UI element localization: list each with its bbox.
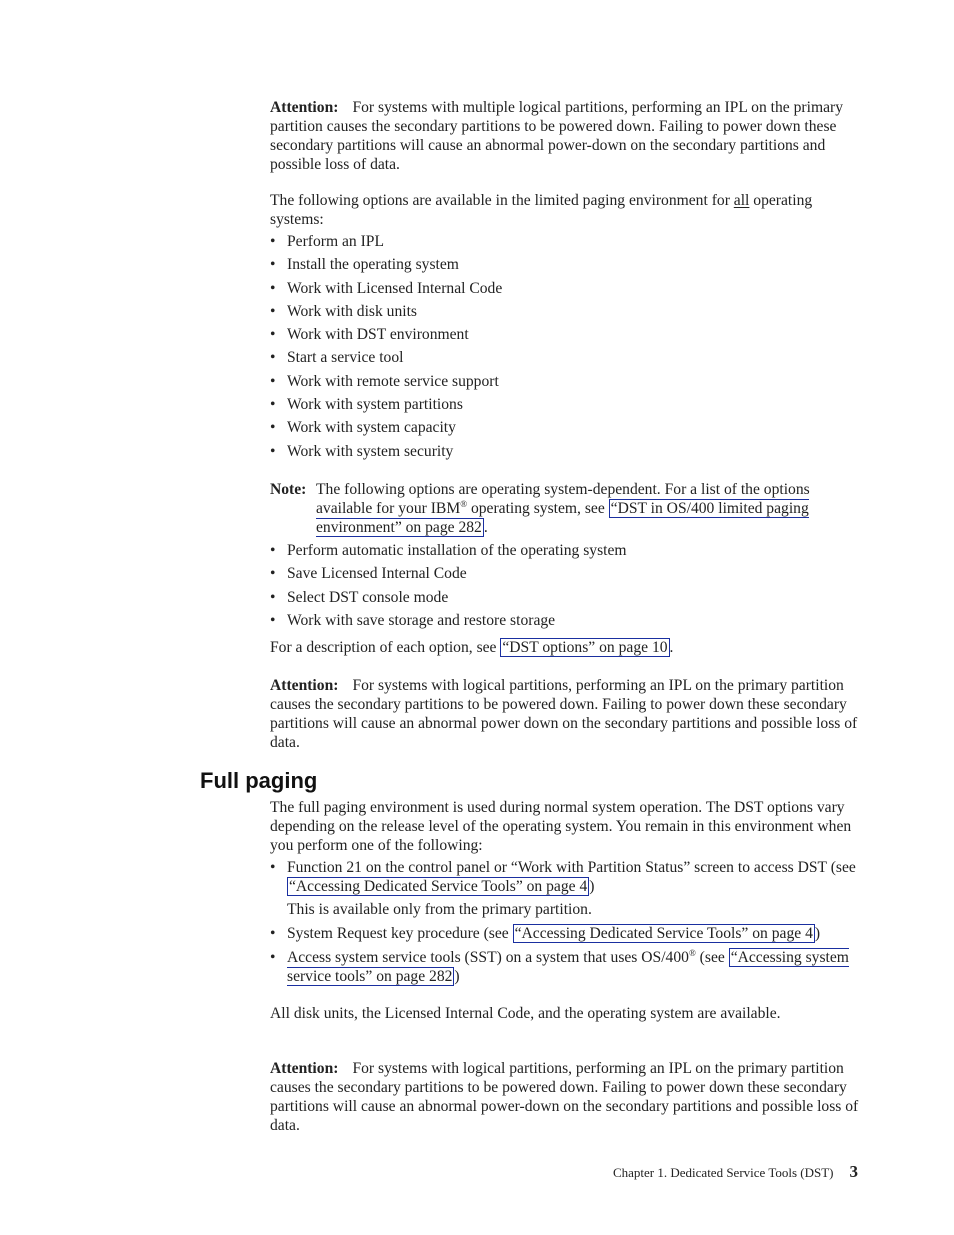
list-item: • Perform automatic installation of the operating system bbox=[270, 541, 860, 560]
chapter-title: Chapter 1. Dedicated Service Tools (DST) bbox=[612, 1165, 834, 1180]
accessing-dst-link[interactable]: “Accessing Dedicated Service Tools” on page 4 bbox=[289, 878, 588, 895]
note-label: Note: bbox=[270, 481, 307, 498]
full-paging-list bbox=[270, 858, 860, 986]
note-text-after: . bbox=[483, 519, 488, 536]
item-text: Access system service tools (SST) on a system that uses OS/400 bbox=[287, 949, 689, 966]
list-item: • Work with system capacity bbox=[270, 418, 860, 437]
accessing-sst-link[interactable]: “Accessing system service tools” on page 282 bbox=[287, 949, 849, 985]
list-item: • Work with Licensed Internal Code bbox=[270, 279, 860, 298]
dst-options-link[interactable]: “DST options” on page 10 bbox=[502, 638, 668, 656]
full-paging-heading: Full paging bbox=[200, 768, 318, 793]
accessing-dst-link-2[interactable]: “Accessing Dedicated Service Tools” on page 4 bbox=[514, 925, 813, 942]
limited-intro bbox=[270, 191, 860, 229]
attention-paragraph bbox=[270, 676, 860, 752]
item-text-mid: (see bbox=[695, 949, 729, 966]
registered-mark: ® bbox=[688, 948, 696, 958]
description-paragraph bbox=[270, 638, 860, 657]
note-block bbox=[270, 480, 860, 537]
note-text-mid: operating system, see bbox=[467, 500, 609, 517]
list-item: • Start a service tool bbox=[270, 348, 860, 367]
attention-text: For systems with logical partitions, performing an IPL on the primary partition causes the secondary partitions to be powered down. Failing to power down these secondary partitions will cause an abnormal power down on the secondary partitions and possible loss of data. bbox=[270, 677, 858, 751]
list-item: • Work with save storage and restore storage bbox=[270, 611, 860, 630]
list-item: • Select DST console mode bbox=[270, 588, 860, 607]
attention-multiple-partitions bbox=[270, 98, 860, 174]
page-number: 3 bbox=[849, 1162, 858, 1181]
list-item: • Work with disk units bbox=[270, 302, 860, 321]
list-item: • Work with system security bbox=[270, 442, 860, 461]
attention-label: Attention: bbox=[270, 1060, 339, 1077]
limited-paging-options bbox=[270, 191, 860, 461]
note-text: The following options are operating system-dependent. For a list of the options available for your IBM bbox=[316, 481, 810, 517]
list-item: • Work with system partitions bbox=[270, 395, 860, 414]
item-tail: ) bbox=[454, 968, 460, 985]
list-item bbox=[270, 858, 860, 919]
dst-limited-paging-link[interactable]: “DST in OS/400 limited paging environment” on page 282 bbox=[316, 500, 809, 536]
attention-logical-partitions bbox=[270, 676, 860, 752]
list-item: • Work with remote service support bbox=[270, 372, 860, 391]
list-item: • Install the operating system bbox=[270, 255, 860, 274]
attention-full-paging bbox=[270, 1059, 860, 1135]
primary-partition-remark: This is available only from the primary partition. bbox=[287, 901, 592, 918]
limited-intro-text: The following options are available in the limited paging environment for bbox=[270, 192, 734, 209]
description-tail: . bbox=[669, 638, 674, 656]
attention-text: For systems with multiple logical partitions, performing an IPL on the primary partition causes the secondary partitions to be powered down. Failing to power down these secondary partitions will cause an abnormal power-down on the secondary partitions and possible loss of data. bbox=[270, 99, 843, 173]
list-item: • Save Licensed Internal Code bbox=[270, 564, 860, 583]
item-tail: ) bbox=[814, 925, 821, 942]
description-text: For a description of each option, see bbox=[270, 638, 501, 656]
registered-mark: ® bbox=[460, 499, 468, 509]
limited-intro-emphasis: all bbox=[733, 192, 750, 209]
os-dependent-options-list bbox=[270, 541, 860, 630]
page-footer bbox=[613, 1162, 858, 1183]
attention-label: Attention: bbox=[270, 99, 339, 116]
attention-paragraph bbox=[270, 1059, 860, 1135]
availability-statement: All disk units, the Licensed Internal Code, and the operating system are available. bbox=[270, 1005, 781, 1022]
list-item bbox=[270, 924, 860, 943]
full-paging-section bbox=[270, 798, 860, 1023]
attention-paragraph bbox=[270, 98, 860, 174]
os-dependent-note bbox=[270, 480, 860, 657]
full-paging-intro: The full paging environment is used during normal system operation. The DST options vary depending on the release level of the operating system. You remain in this environment when you perform one of the following: bbox=[270, 799, 852, 854]
list-item bbox=[270, 948, 860, 986]
item-text: Function 21 on the control panel or “Work with Partition Status” screen to access DST (see bbox=[287, 859, 856, 876]
attention-label: Attention: bbox=[270, 677, 339, 694]
attention-text: For systems with logical partitions, performing an IPL on the primary partition causes the secondary partitions to be powered down. Failing to power down these secondary partitions will cause an abnormal power-down on the secondary partitions and possible loss of data. bbox=[270, 1060, 859, 1134]
limited-intro-tail: operating systems: bbox=[270, 192, 813, 228]
list-item: • Perform an IPL bbox=[270, 232, 860, 251]
item-tail: ) bbox=[589, 878, 595, 895]
item-text: System Request key procedure (see bbox=[287, 925, 513, 942]
limited-options-list bbox=[270, 232, 860, 461]
list-item: • Work with DST environment bbox=[270, 325, 860, 344]
